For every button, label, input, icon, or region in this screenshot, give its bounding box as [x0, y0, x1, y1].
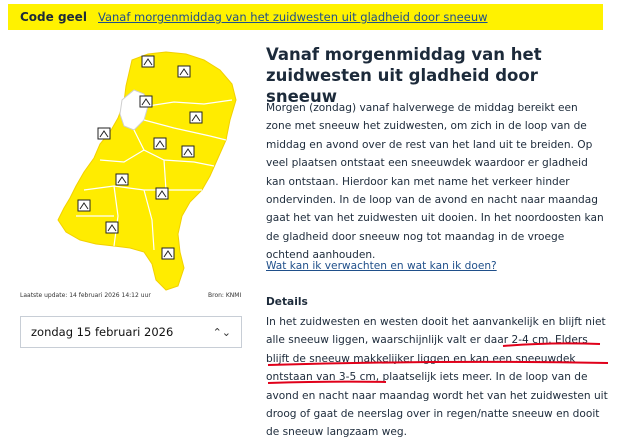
map-source: Bron: KNMI	[208, 292, 242, 299]
map-country-shape	[58, 52, 236, 290]
snow-road-warning-icon	[156, 188, 168, 199]
snow-road-warning-icon	[178, 66, 190, 77]
netherlands-map	[14, 40, 242, 298]
date-select[interactable]	[20, 316, 242, 348]
warning-headline-link[interactable]: Vanaf morgenmiddag van het zuidwesten uit gladheid door sneeuw	[98, 10, 488, 24]
snow-road-warning-icon	[78, 200, 90, 211]
snow-road-warning-icon	[190, 112, 202, 123]
snow-road-warning-icon	[98, 128, 110, 139]
warning-map	[14, 40, 242, 298]
article-body: Morgen (zondag) vanaf halverwege de middag bereikt een zone met sneeuw het zuidwesten, om zich in de loop van de middag en avond over de rest van het land uit te breiden. Op veel plaatsen ontstaat een sneeuwdek waardoor er gladheid kan ontstaan. Hierdoor kan met name het verkeer hinder ondervinden. In de loop van de avond en nacht naar maandag gaat het van het zuidwesten uit dooien. In het noordoosten kan de gladheid door sneeuw nog tot maandag in de vroege ochtend aanhouden.	[266, 102, 604, 262]
snow-road-warning-icon	[162, 248, 174, 259]
snow-road-warning-icon	[154, 138, 166, 149]
date-select-value: zondag 15 februari 2026	[31, 325, 174, 339]
snow-road-warning-icon	[106, 222, 118, 233]
details-highlight: Elders blijft de sneeuw makkelijker liggen en kan een sneeuwdek ontstaan van 3-5 cm, plaatselijk iets meer.	[266, 334, 588, 384]
map-last-update: Laatste update: 14 februari 2026 14:12 uur	[20, 292, 151, 299]
page-title: Vanaf morgenmiddag van het zuidwesten uit gladheid door sneeuw	[266, 45, 542, 106]
snow-road-warning-icon	[182, 146, 194, 157]
details-heading: Details	[266, 296, 308, 308]
warning-code-label: Code geel	[20, 10, 87, 24]
snow-road-warning-icon	[142, 56, 154, 67]
details-part-1: In het zuidwesten en westen dooit het aanvankelijk en blijft niet alle sneeuw liggen, waarschijnlijk valt er daar 2-4 cm.	[266, 316, 606, 347]
warning-banner	[8, 4, 603, 30]
snow-road-warning-icon	[140, 96, 152, 107]
what-to-expect-link[interactable]: Wat kan ik verwachten en wat kan ik doen?	[266, 260, 497, 272]
chevron-updown-icon: ⌃⌄	[212, 325, 231, 339]
snow-road-warning-icon	[116, 174, 128, 185]
details-part-2: In de loop van de avond en nacht naar maandag wordt het van het zuidwesten uit droog of gaat de neerslag over in regen/natte sneeuw en dooit de sneeuw langzaam weg.	[266, 371, 608, 439]
